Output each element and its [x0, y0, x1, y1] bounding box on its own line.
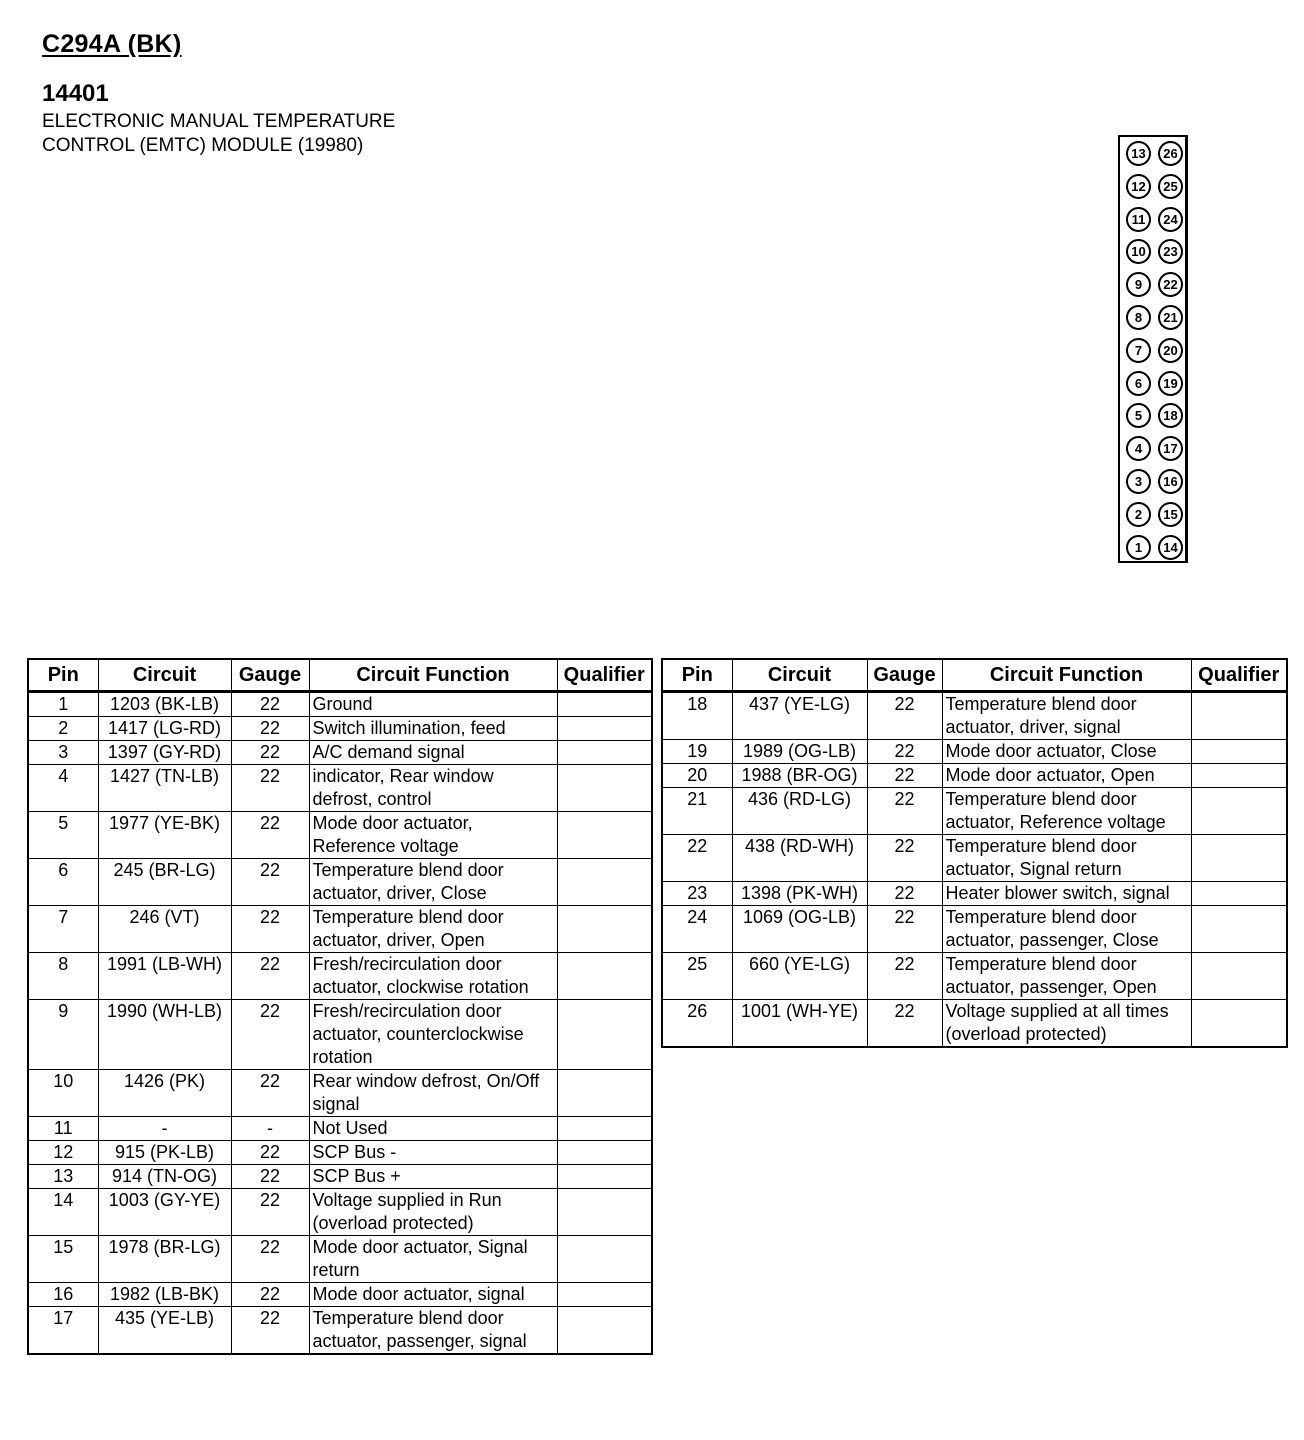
connector-pin: 21: [1158, 305, 1183, 330]
function-cell: Temperature blend door actuator, Reference voltage: [942, 788, 1191, 835]
pin-cell: 18: [662, 692, 732, 740]
connector-face-diagram: [1118, 135, 1188, 563]
gauge-cell: 22: [867, 692, 942, 740]
qualifier-cell: [557, 1236, 652, 1283]
part-description-line: ELECTRONIC MANUAL TEMPERATURE: [42, 111, 396, 132]
pin-cell: 6: [28, 859, 98, 906]
pin-cell: 21: [662, 788, 732, 835]
connector-pin: 10: [1126, 239, 1151, 264]
table-row: [28, 741, 652, 765]
connector-pin: 6: [1126, 371, 1151, 396]
function-cell: Mode door actuator, Close: [942, 740, 1191, 764]
function-cell: Temperature blend door actuator, driver, signal: [942, 692, 1191, 740]
connector-pin: 11: [1126, 207, 1151, 232]
qualifier-cell: [557, 953, 652, 1000]
col-header-function: Circuit Function: [309, 659, 557, 692]
gauge-cell: 22: [867, 882, 942, 906]
table-row: [28, 765, 652, 812]
gauge-cell: 22: [231, 953, 309, 1000]
gauge-cell: 22: [867, 1000, 942, 1048]
gauge-cell: 22: [231, 1070, 309, 1117]
function-cell: Ground: [309, 692, 557, 717]
connector-pin: 14: [1158, 535, 1183, 560]
pinout-table-right: [661, 658, 1288, 1048]
connector-pin: 7: [1126, 338, 1151, 363]
connector-pin: 1: [1126, 535, 1151, 560]
table-header-row: [662, 659, 1287, 692]
gauge-cell: 22: [231, 692, 309, 717]
table-row: [28, 692, 652, 717]
part-description: [42, 110, 395, 158]
pin-cell: 20: [662, 764, 732, 788]
function-cell: Voltage supplied in Run (overload protected): [309, 1189, 557, 1236]
circuit-cell: 435 (YE-LB): [98, 1307, 231, 1355]
function-cell: Mode door actuator, Signal return: [309, 1236, 557, 1283]
pin-cell: 4: [28, 765, 98, 812]
part-description-line: CONTROL (EMTC) MODULE (19980): [42, 135, 364, 156]
circuit-cell: 437 (YE-LG): [732, 692, 867, 740]
circuit-cell: 1977 (YE-BK): [98, 812, 231, 859]
circuit-cell: 1989 (OG-LB): [732, 740, 867, 764]
pin-cell: 14: [28, 1189, 98, 1236]
circuit-cell: 915 (PK-LB): [98, 1141, 231, 1165]
qualifier-cell: [557, 1000, 652, 1070]
function-cell: Switch illumination, feed: [309, 717, 557, 741]
table-row: [662, 764, 1287, 788]
gauge-cell: 22: [231, 1307, 309, 1355]
gauge-cell: 22: [231, 1236, 309, 1283]
connector-pin: 12: [1126, 174, 1151, 199]
function-cell: Fresh/recirculation door actuator, clockwise rotation: [309, 953, 557, 1000]
connector-pin: 15: [1158, 502, 1183, 527]
table-row: [662, 692, 1287, 740]
table-row: [28, 1236, 652, 1283]
gauge-cell: 22: [867, 906, 942, 953]
col-header-circuit: Circuit: [732, 659, 867, 692]
circuit-cell: 1427 (TN-LB): [98, 765, 231, 812]
gauge-cell: 22: [867, 764, 942, 788]
qualifier-cell: [557, 1141, 652, 1165]
table-row: [28, 1141, 652, 1165]
function-cell: Heater blower switch, signal: [942, 882, 1191, 906]
function-cell: Mode door actuator, signal: [309, 1283, 557, 1307]
connector-pin: 16: [1158, 469, 1183, 494]
circuit-cell: 1426 (PK): [98, 1070, 231, 1117]
function-cell: indicator, Rear window defrost, control: [309, 765, 557, 812]
circuit-cell: 1001 (WH-YE): [732, 1000, 867, 1048]
pin-cell: 5: [28, 812, 98, 859]
col-header-circuit: Circuit: [98, 659, 231, 692]
table-row: [662, 953, 1287, 1000]
qualifier-cell: [557, 1189, 652, 1236]
qualifier-cell: [1191, 740, 1287, 764]
function-cell: Not Used: [309, 1117, 557, 1141]
gauge-cell: 22: [231, 1000, 309, 1070]
table-row: [28, 953, 652, 1000]
function-cell: Temperature blend door actuator, passenger, Close: [942, 906, 1191, 953]
pin-cell: 10: [28, 1070, 98, 1117]
function-cell: Temperature blend door actuator, passenger, signal: [309, 1307, 557, 1355]
table-row: [28, 1283, 652, 1307]
gauge-cell: 22: [231, 1141, 309, 1165]
connector-pin: 22: [1158, 272, 1183, 297]
qualifier-cell: [1191, 692, 1287, 740]
circuit-cell: 436 (RD-LG): [732, 788, 867, 835]
pin-cell: 7: [28, 906, 98, 953]
connector-pin: 20: [1158, 338, 1183, 363]
table-row: [28, 1165, 652, 1189]
function-cell: SCP Bus -: [309, 1141, 557, 1165]
table-row: [662, 1000, 1287, 1048]
table-header-row: [28, 659, 652, 692]
pin-cell: 8: [28, 953, 98, 1000]
connector-pin: 5: [1126, 403, 1151, 428]
connector-pin: 3: [1126, 469, 1151, 494]
col-header-pin: Pin: [28, 659, 98, 692]
circuit-cell: 438 (RD-WH): [732, 835, 867, 882]
table-row: [662, 740, 1287, 764]
circuit-cell: 914 (TN-OG): [98, 1165, 231, 1189]
function-cell: Temperature blend door actuator, passenger, Open: [942, 953, 1191, 1000]
gauge-cell: 22: [231, 717, 309, 741]
table-row: [28, 1000, 652, 1070]
circuit-cell: 1003 (GY-YE): [98, 1189, 231, 1236]
col-header-gauge: Gauge: [231, 659, 309, 692]
table-row: [662, 788, 1287, 835]
gauge-cell: 22: [231, 1165, 309, 1189]
qualifier-cell: [557, 906, 652, 953]
connector-pin: 9: [1126, 272, 1151, 297]
table-row: [28, 812, 652, 859]
pin-cell: 22: [662, 835, 732, 882]
connector-pin: 4: [1126, 436, 1151, 461]
connector-pin: 13: [1126, 141, 1151, 166]
connector-pin: 24: [1158, 207, 1183, 232]
circuit-cell: 1991 (LB-WH): [98, 953, 231, 1000]
pin-cell: 23: [662, 882, 732, 906]
function-cell: SCP Bus +: [309, 1165, 557, 1189]
gauge-cell: 22: [867, 788, 942, 835]
pin-cell: 13: [28, 1165, 98, 1189]
function-cell: Fresh/recirculation door actuator, counterclockwise rotation: [309, 1000, 557, 1070]
pin-cell: 9: [28, 1000, 98, 1070]
circuit-cell: 1397 (GY-RD): [98, 741, 231, 765]
pinout-table-left: [27, 658, 653, 1355]
pin-cell: 2: [28, 717, 98, 741]
pin-cell: 25: [662, 953, 732, 1000]
qualifier-cell: [557, 812, 652, 859]
function-cell: Voltage supplied at all times (overload protected): [942, 1000, 1191, 1048]
pin-cell: 12: [28, 1141, 98, 1165]
table-row: [28, 859, 652, 906]
table-row: [28, 1307, 652, 1355]
pin-cell: 17: [28, 1307, 98, 1355]
pin-cell: 16: [28, 1283, 98, 1307]
qualifier-cell: [1191, 788, 1287, 835]
function-cell: Temperature blend door actuator, Signal return: [942, 835, 1191, 882]
gauge-cell: 22: [867, 835, 942, 882]
qualifier-cell: [557, 765, 652, 812]
qualifier-cell: [557, 1117, 652, 1141]
connector-pin: 2: [1126, 502, 1151, 527]
col-header-gauge: Gauge: [867, 659, 942, 692]
qualifier-cell: [1191, 882, 1287, 906]
function-cell: Rear window defrost, On/Off signal: [309, 1070, 557, 1117]
circuit-cell: 1417 (LG-RD): [98, 717, 231, 741]
circuit-cell: 246 (VT): [98, 906, 231, 953]
connector-pin: 26: [1158, 141, 1183, 166]
table-row: [28, 1070, 652, 1117]
pin-cell: 3: [28, 741, 98, 765]
qualifier-cell: [557, 741, 652, 765]
qualifier-cell: [1191, 1000, 1287, 1048]
pin-cell: 11: [28, 1117, 98, 1141]
table-row: [662, 835, 1287, 882]
qualifier-cell: [1191, 953, 1287, 1000]
table-row: [28, 717, 652, 741]
col-header-function: Circuit Function: [942, 659, 1191, 692]
gauge-cell: 22: [231, 906, 309, 953]
gauge-cell: 22: [231, 741, 309, 765]
function-cell: Temperature blend door actuator, driver, Close: [309, 859, 557, 906]
gauge-cell: 22: [231, 812, 309, 859]
table-row: [28, 1189, 652, 1236]
circuit-cell: 1982 (LB-BK): [98, 1283, 231, 1307]
connector-pin: 23: [1158, 239, 1183, 264]
table-row: [28, 906, 652, 953]
pin-cell: 24: [662, 906, 732, 953]
table-row: [28, 1117, 652, 1141]
col-header-qualifier: Qualifier: [557, 659, 652, 692]
circuit-cell: 1398 (PK-WH): [732, 882, 867, 906]
circuit-cell: 1978 (BR-LG): [98, 1236, 231, 1283]
qualifier-cell: [557, 717, 652, 741]
connector-pin: 18: [1158, 403, 1183, 428]
function-cell: A/C demand signal: [309, 741, 557, 765]
gauge-cell: 22: [231, 1283, 309, 1307]
function-cell: Mode door actuator, Open: [942, 764, 1191, 788]
pin-cell: 19: [662, 740, 732, 764]
gauge-cell: 22: [231, 765, 309, 812]
circuit-cell: 1990 (WH-LB): [98, 1000, 231, 1070]
qualifier-cell: [557, 1070, 652, 1117]
circuit-cell: 1988 (BR-OG): [732, 764, 867, 788]
pin-cell: 1: [28, 692, 98, 717]
table-row: [662, 906, 1287, 953]
circuit-cell: 660 (YE-LG): [732, 953, 867, 1000]
connector-pin: 8: [1126, 305, 1151, 330]
qualifier-cell: [557, 692, 652, 717]
connector-title: C294A (BK): [42, 30, 182, 58]
qualifier-cell: [1191, 764, 1287, 788]
col-header-pin: Pin: [662, 659, 732, 692]
gauge-cell: 22: [231, 1189, 309, 1236]
gauge-cell: 22: [867, 953, 942, 1000]
circuit-cell: -: [98, 1117, 231, 1141]
qualifier-cell: [557, 859, 652, 906]
pin-cell: 26: [662, 1000, 732, 1048]
qualifier-cell: [557, 1307, 652, 1355]
circuit-cell: 1203 (BK-LB): [98, 692, 231, 717]
connector-pin: 25: [1158, 174, 1183, 199]
qualifier-cell: [1191, 835, 1287, 882]
connector-pin: 17: [1158, 436, 1183, 461]
connector-pin: 19: [1158, 371, 1183, 396]
qualifier-cell: [557, 1165, 652, 1189]
qualifier-cell: [557, 1283, 652, 1307]
function-cell: Temperature blend door actuator, driver, Open: [309, 906, 557, 953]
gauge-cell: 22: [231, 859, 309, 906]
part-number: 14401: [42, 80, 109, 107]
circuit-cell: 245 (BR-LG): [98, 859, 231, 906]
pin-cell: 15: [28, 1236, 98, 1283]
gauge-cell: -: [231, 1117, 309, 1141]
gauge-cell: 22: [867, 740, 942, 764]
circuit-cell: 1069 (OG-LB): [732, 906, 867, 953]
function-cell: Mode door actuator, Reference voltage: [309, 812, 557, 859]
table-row: [662, 882, 1287, 906]
col-header-qualifier: Qualifier: [1191, 659, 1287, 692]
qualifier-cell: [1191, 906, 1287, 953]
